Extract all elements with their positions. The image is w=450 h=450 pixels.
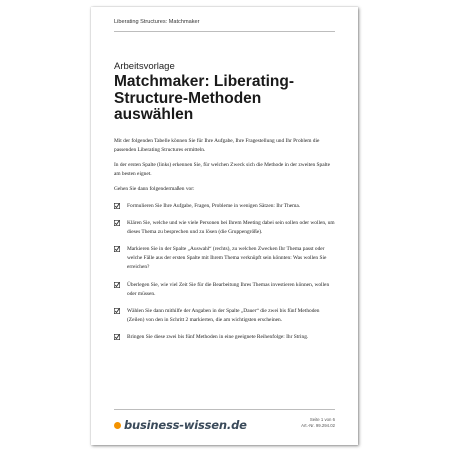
document-page <box>91 7 358 445</box>
article-number: Art.-Nr. 99.294.02 <box>301 423 335 428</box>
step-item <box>114 245 336 272</box>
step-item <box>114 281 336 299</box>
step-item <box>114 219 336 237</box>
footer-meta <box>301 417 335 429</box>
checkbox-icon <box>114 282 120 288</box>
step-text: Wählen Sie dann mithilfe der Angaben in der Spalte „Dauer“ die zwei bis fünf Methoden (Zeilen) von den in Schritt 2 markierten, die am wichtigsten erscheinen. <box>127 307 320 323</box>
intro-paragraph: Mit der folgenden Tabelle können Sie für Ihre Aufgabe, Ihre Fragestellung und Ihr Problem die passenden Liberating Structures ermitteln. <box>114 138 320 154</box>
step-list <box>114 202 336 350</box>
step-item <box>114 202 336 211</box>
step-item <box>114 307 336 325</box>
logo-dot-icon <box>114 422 121 429</box>
footer-rule <box>114 409 335 410</box>
intro-section <box>114 137 336 200</box>
step-text: Markieren Sie in der Spalte „Auswahl“ (rechts), zu welchen Zwecken Ihr Thema passt oder welche Fälle aus der ersten Spalte mit Ihrem Thema verknüpft sein könnten: Was wollen Sie erreichen? <box>127 246 327 271</box>
brand-logo <box>114 418 247 432</box>
document-title: Matchmaker: Liberating-Structure-Methoden auswählen <box>114 73 295 123</box>
checkbox-icon <box>114 220 120 226</box>
running-header: Liberating Structures: Matchmaker <box>114 19 200 25</box>
checkbox-icon <box>114 308 120 314</box>
step-item <box>114 333 336 342</box>
logo-text: business-wissen.de <box>124 418 247 432</box>
step-text: Bringen Sie diese zwei bis fünf Methoden in eine geeignete Reihenfolge: Ihr String. <box>127 333 309 340</box>
step-text: Klären Sie, welche und wie viele Personen bei Ihrem Meeting dabei sein sollen oder wollen, um dieses Thema zu besprechen und zu lösen (die Gruppengröße). <box>127 220 335 236</box>
step-text: Überlegen Sie, wie viel Zeit Sie für die Bearbeitung Ihres Themas investieren können, wollen oder müssen. <box>127 281 330 297</box>
checkbox-icon <box>114 246 120 252</box>
step-text: Formulieren Sie Ihre Aufgabe, Fragen, Probleme in wenigen Sätzen: Ihr Thema. <box>127 203 301 209</box>
intro-paragraph: Gehen Sie dann folgendermaßen vor: <box>114 186 195 193</box>
checkbox-icon <box>114 203 120 209</box>
page-number: Seite 1 von 6 <box>309 417 335 422</box>
header-rule <box>114 31 335 32</box>
checkbox-icon <box>114 334 120 340</box>
intro-paragraph: In der ersten Spalte (links) erkennen Sie, für welchen Zweck sich die Methode in der zweiten Spalte am besten eignet. <box>114 162 330 178</box>
document-kicker: Arbeitsvorlage <box>114 61 175 72</box>
